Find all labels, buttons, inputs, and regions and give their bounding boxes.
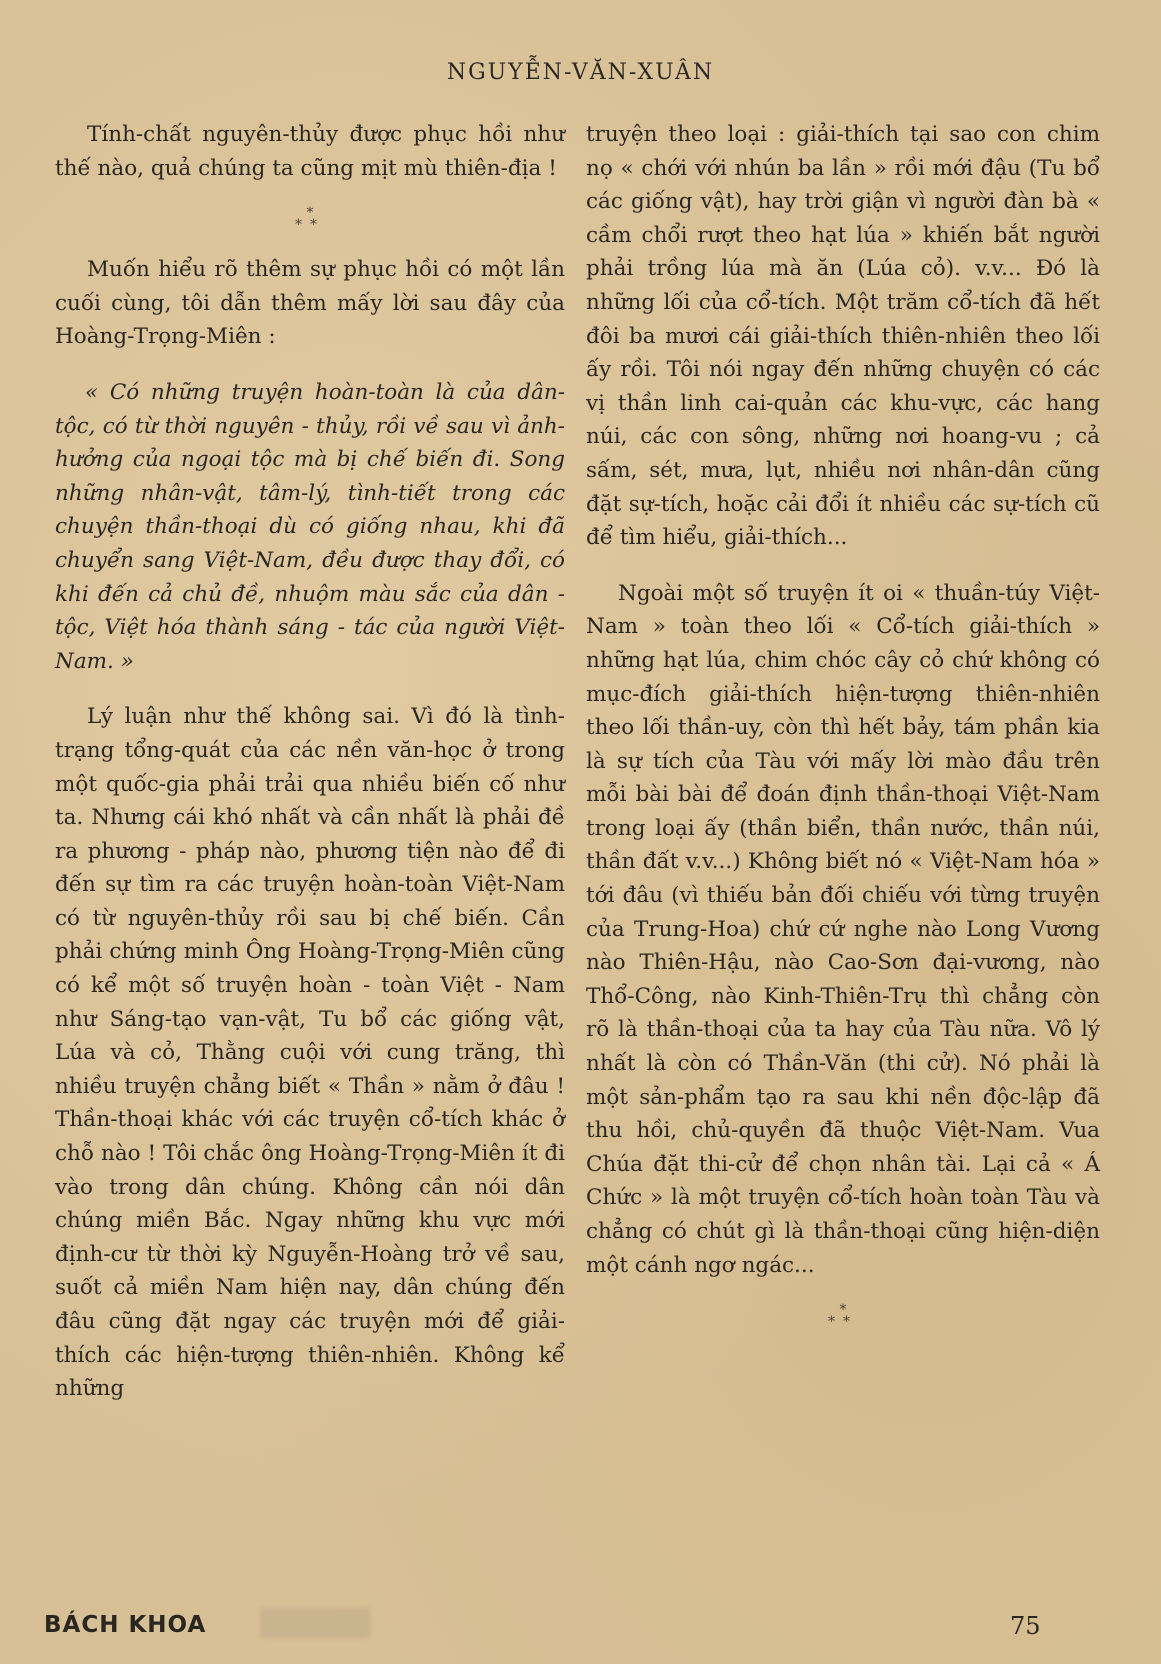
left-column: [55, 118, 565, 1428]
right-column: [586, 118, 1100, 1350]
page-stain: [260, 1608, 370, 1638]
section-separator-end: [586, 1302, 1100, 1331]
separator-star-top: *: [839, 1302, 847, 1319]
page-number: 75: [1010, 1612, 1041, 1640]
magazine-name: BÁCH KHOA: [44, 1612, 207, 1638]
right-paragraph-1: truyện theo loại : giải-thích tại sao con chim nọ « chới với nhún ba lần » rồi mới đậu (Tu bổ các giống vật), hay trời giận vì người đàn bà « cầm chổi rượt theo hạt lúa » khiến bắt người phải trồng lúa mà ăn (Lúa cỏ). v.v... Đó là những lối của cổ-tích. Một trăm cổ-tích đã hết đôi ba mươi cái giải-thích thiên-nhiên theo lối ấy rồi. Tôi nói ngay đến những chuyện có các vị thần linh cai-quản các khu-vực, các hang núi, các con sông, những nơi hoang-vu ; cả sấm, sét, mưa, lụt, nhiều nơi nhân-dân cũng đặt sự-tích, hoặc cải đổi ít nhiều các sự-tích cũ để tìm hiểu, giải-thích...: [586, 122, 1100, 551]
left-paragraph-3: Lý luận như thế không sai. Vì đó là tình-trạng tổng-quát của các nền văn-học ở trong một quốc-gia phải trải qua nhiều biến cố như ta. Nhưng cái khó nhất và cần nhất là phải đề ra phương - pháp nào, phương tiện nào để đi đến sự tìm ra các truyện hoàn-toàn Việt-Nam có từ nguyên-thủy rồi sau bị chế biến. Cần phải chứng minh Ông Hoàng-Trọng-Miên cũng có kể một số truyện hoàn - toàn Việt - Nam như Sáng-tạo vạn-vật, Tu bổ các giống vật, Lúa và cỏ, Thằng cuội với cung trăng, thì nhiều truyện chẳng biết « Thần » nằm ở đâu ! Thần-thoại khác với các truyện cổ-tích khác ở chỗ nào ! Tôi chắc ông Hoàng-Trọng-Miên ít đi vào trong dân chúng. Không cần nói dân chúng miền Bắc. Ngay những khu vực mới định-cư từ thời kỳ Nguyễn-Hoàng trở về sau, suốt cả miền Nam hiện nay, dân chúng đến đâu cũng đặt ngay các truyện mới để giải-thích các hiện-tượng thiên-nhiên. Không kể những: [55, 704, 565, 1402]
section-separator: [55, 205, 565, 234]
running-title: NGUYỄN-VĂN-XUÂN: [446, 60, 715, 85]
block-quote: « Có những truyện hoàn-toàn là của dân-tộc, có từ thời nguyên - thủy, rồi về sau vì ảnh-hưởng của ngoại tộc mà bị chế biến đi. Song những nhân-vật, tâm-lý, tình-tiết trong các chuyện thần-thoại dù có giống nhau, khi đã chuyển sang Việt-Nam, đều được thay đổi, có khi đến cả chủ đề, nhuộm màu sắc của dân - tộc, Việt hóa thành sáng - tác của người Việt-Nam. »: [55, 379, 565, 674]
separator-star-top: *: [306, 205, 314, 222]
left-paragraph-1: Tính-chất nguyên-thủy được phục hồi như thế nào, quả chúng ta cũng mịt mù thiên-địa !: [55, 122, 565, 181]
right-paragraph-2: Ngoài một số truyện ít oi « thuần-túy Việt-Nam » toàn theo lối « Cổ-tích giải-thích » những hạt lúa, chim chóc cây cỏ chứ không có mục-đích giải-thích hiện-tượng thiên-nhiên theo lối thần-uy, còn thì hết bảy, tám phần kia là sự tích của Tàu với mấy lời mào đầu trên mỗi bài bài để đoán định thần-thoại Việt-Nam trong loại ấy (thần biển, thần nước, thần núi, thần đất v.v...) Không biết nó « Việt-Nam hóa » tới đâu (vì thiếu bản đối chiếu với từng truyện của Trung-Hoa) chứ cứ nghe nào Long Vương nào Thiên-Hậu, nào Cao-Sơn đại-vương, nào Thổ-Công, nào Kinh-Thiên-Trụ thì chẳng còn rõ là thần-thoại của ta hay của Tàu nữa. Vô lý nhất là còn có Thần-Văn (thi cử). Nó phải là một sản-phẩm tạo ra sau khi nền độc-lập đã thu hồi, chủ-quyền đã thuộc Việt-Nam. Vua Chúa đặt thi-cử để chọn nhân tài. Lại cả « Á Chức » là một truyện cổ-tích hoàn toàn Tàu và chẳng có chút gì là thần-thoại cũng hiện-diện một cánh ngơ ngác...: [586, 580, 1100, 1278]
separator-stars-bottom: **: [295, 217, 325, 234]
separator-stars-bottom: **: [828, 1314, 858, 1331]
left-paragraph-2: Muốn hiểu rõ thêm sự phục hồi có một lần cuối cùng, tôi dẫn thêm mấy lời sau đây của Hoàng-Trọng-Miên :: [55, 257, 565, 350]
